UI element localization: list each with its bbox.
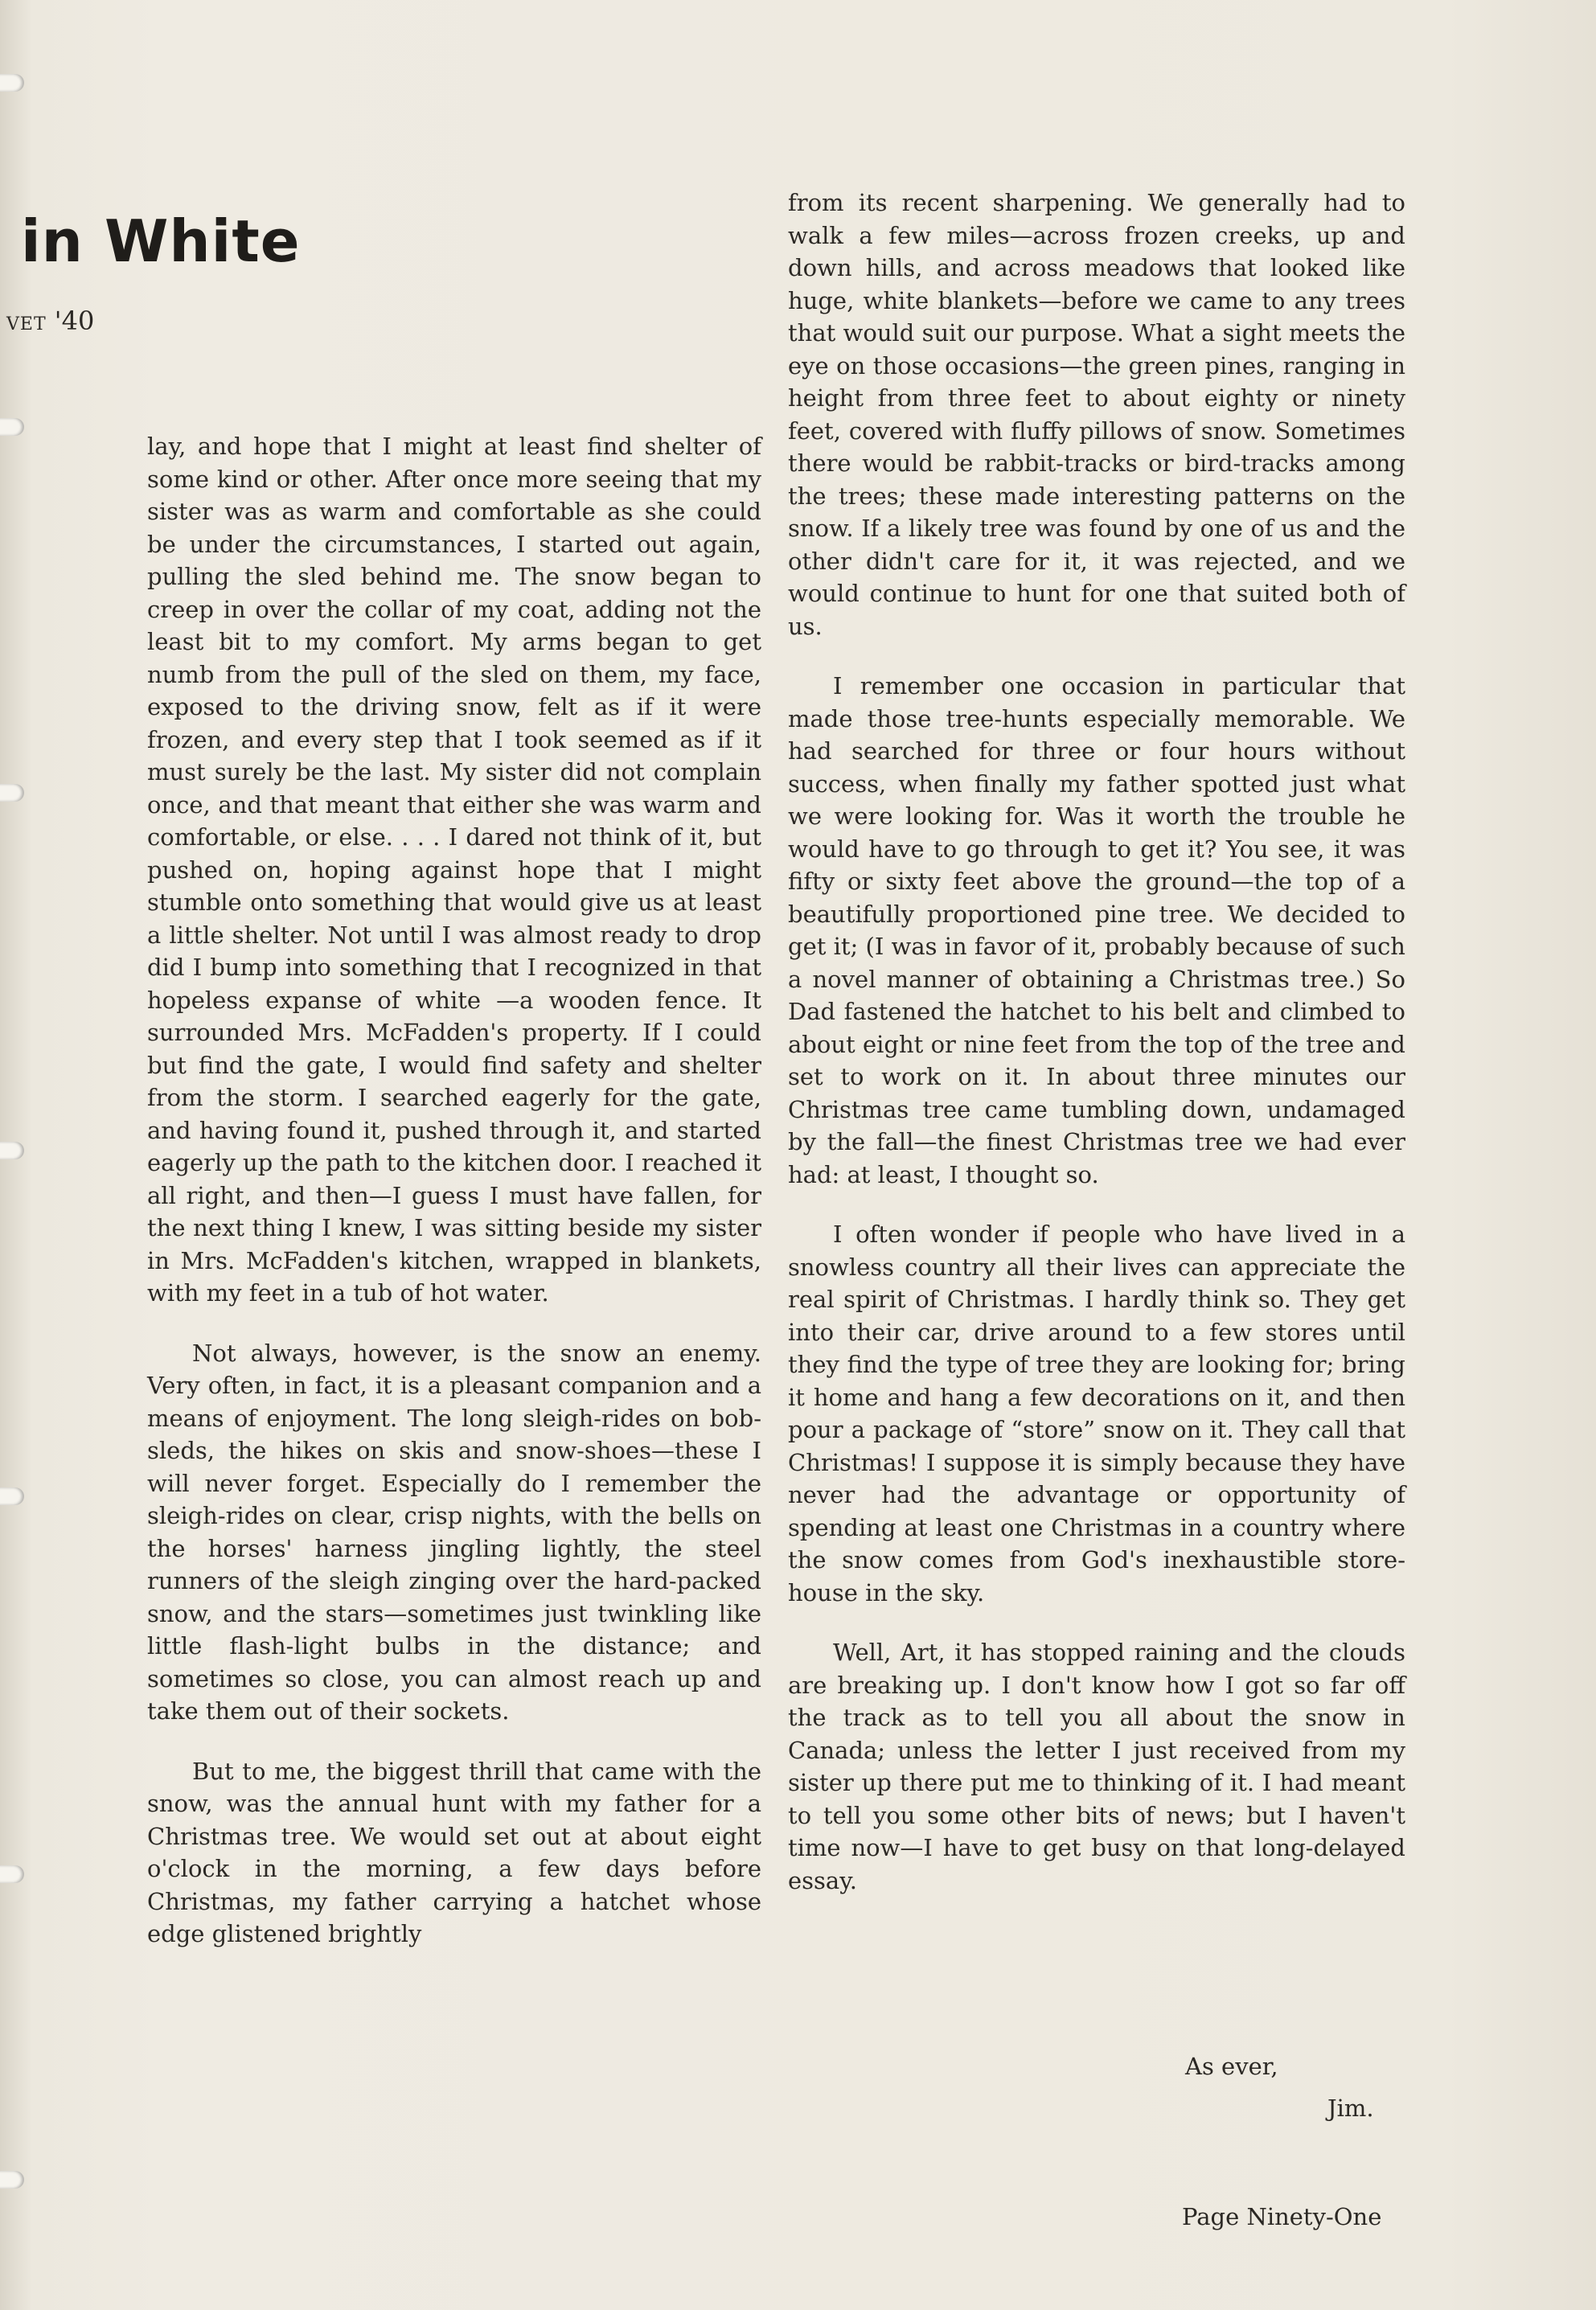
binding-hole xyxy=(0,784,24,802)
right-paragraph-1: from its recent sharpening. We generally had to walk a few miles—across frozen creeks, up and down hills, and across meadows that looked like huge, white blankets—before we came to any trees that would suit our purpose. What a sight meets the eye on those occasions—the green pines, ranging in height from three feet to about eighty or ninety feet, covered with fluffy pillows of snow. Sometimes there would be rabbit-tracks or bird-tracks among the trees; these made interesting patterns on the snow. If a likely tree was found by one of us and the other didn't care for it, it was rejected, and we would continue to hunt for one that suited both of us. xyxy=(788,189,1405,640)
right-column xyxy=(788,187,1405,1924)
letter-signature: Jim. xyxy=(1327,2095,1374,2122)
binding-hole xyxy=(0,1865,24,1883)
binding-hole xyxy=(0,2171,24,2189)
binding-hole xyxy=(0,418,24,436)
left-paragraph-3: But to me, the biggest thrill that came with the snow, was the annual hunt with my father for a Christmas tree. We would set out at about eight o'clock in the morning, a few days before Christmas, my father carrying a hatchet whose edge glistened brightly xyxy=(147,1757,761,1947)
left-column xyxy=(147,430,761,1978)
author-byline xyxy=(6,306,94,336)
byline-class-year: '40 xyxy=(54,306,95,336)
right-paragraph-3: I often wonder if people who have lived in a snowless country all their lives can appreciate the real spirit of Christmas. I hardly think so. They get into their car, drive around to a few stores until they find the type of tree they are looking for; bring it home and hang a few decorations on it, and then pour a package of “store” snow on it. They call that Christmas! I suppose it is simply because they have never had the advantage or opportunity of spending at least one Christmas in a country where the snow comes from God's inexhaustible store-house in the sky. xyxy=(788,1221,1405,1606)
binding-hole xyxy=(0,1142,24,1159)
byline-name-fragment: VET xyxy=(6,314,47,334)
left-paragraph-2: Not always, however, is the snow an enemy. Very often, in fact, it is a pleasant companion and a means of enjoyment. The long sleigh-rides on bob-sleds, the hikes on skis and snow-shoes—these I will never forget. Especially do I remember the sleigh-rides on clear, crisp nights, with the bells on the horses' harness jingling lightly, the steel runners of the sleigh zinging over the hard-packed snow, and the stars—sometimes just twinkling like little flash-light bulbs in the distance; and sometimes so close, you can almost reach up and take them out of their sockets. xyxy=(147,1339,761,1725)
left-paragraph-1: lay, and hope that I might at least find shelter of some kind or other. After once more seeing that my sister was as warm and comfortable as she could be under the circumstances, I started out again, pulling the sled behind me. The snow began to creep in over the collar of my coat, adding not the least bit to my comfort. My arms began to get numb from the pull of the sled on them, my face, exposed to the driving snow, felt as if it were frozen, and every step that I took seemed as if it must surely be the last. My sister did not complain once, and that meant that either she was warm and comfortable, or else. . . . I dared not think of it, but pushed on, hoping against hope that I might stumble onto something that would give us at least a little shelter. Not until I was almost ready to drop did I bump into something that I recognized in that hopeless expanse of white —a wooden fence. It surrounded Mrs. McFadden's property. If I could but find the gate, I would find safety and shelter from the storm. I searched eagerly for the gate, and having found it, pushed through it, and started eagerly up the path to the kitchen door. I reached it all right, and then—I guess I must have fallen, for the next thing I knew, I was sitting beside my sister in Mrs. McFadden's kitchen, wrapped in blankets, with my feet in a tub of hot water. xyxy=(147,433,761,1307)
page-number: Page Ninety-One xyxy=(1182,2203,1382,2230)
right-paragraph-2: I remember one occasion in particular that made those tree-hunts especially memorable. We had searched for three or four hours without success, when finally my father spotted just what we were looking for. Was it worth the trouble he would have to go through to get it? You see, it was fifty or sixty feet above the ground—the top of a beautifully proportioned pine tree. We decided to get it; (I was in favor of it, probably because of such a novel manner of obtaining a Christmas tree.) So Dad fastened the hatchet to his belt and climbed to about eight or nine feet from the top of the tree and set to work on it. In about three minutes our Christmas tree came tumbling down, undamaged by the fall—the finest Christmas tree we had ever had: at least, I thought so. xyxy=(788,672,1405,1188)
article-title: in White xyxy=(21,207,301,275)
binding-hole xyxy=(0,1487,24,1505)
right-paragraph-4: Well, Art, it has stopped raining and the clouds are breaking up. I don't know how I got so far off the track as to tell you all about the snow in Canada; unless the letter I just received from my sister up there put me to thinking of it. I had meant to tell you some other bits of news; but I haven't time now—I have to get busy on that long-delayed essay. xyxy=(788,1639,1405,1894)
letter-closing: As ever, xyxy=(1185,2053,1278,2080)
binding-hole xyxy=(0,74,24,92)
